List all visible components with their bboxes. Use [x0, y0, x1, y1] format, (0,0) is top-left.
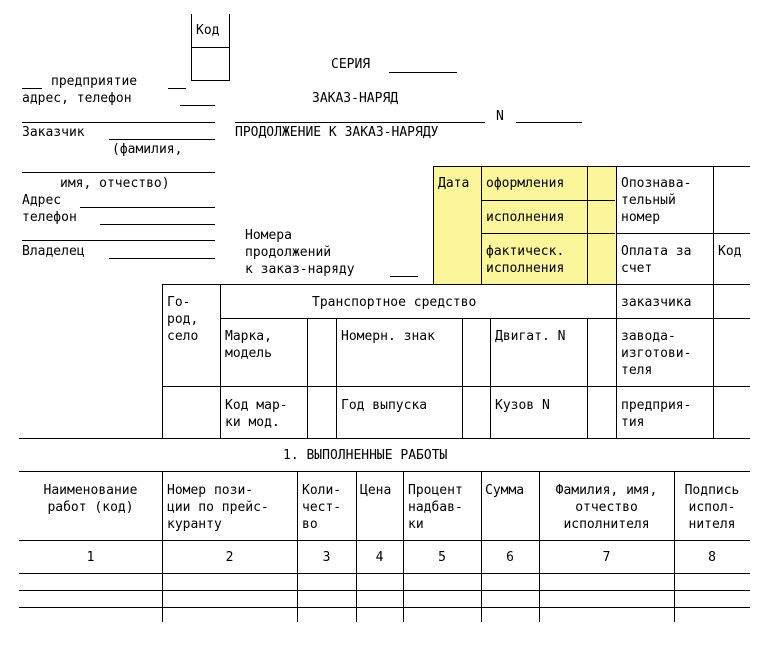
year-label: Год выпуска — [341, 398, 428, 413]
works-num-1: 1 — [86, 550, 95, 565]
plate-label: Номерн. знак — [341, 329, 435, 344]
maker-2: изготови- — [621, 346, 692, 361]
date-actual-2: исполнения — [486, 261, 565, 276]
works-num-5: 5 — [438, 550, 446, 565]
payment-1: Оплата за — [621, 244, 692, 259]
continuation-numbers-2: продолжений — [245, 245, 332, 260]
customer-code: заказчика — [621, 295, 692, 310]
address-extra-line — [22, 240, 215, 241]
date-actual-1: фактическ. — [486, 244, 565, 259]
continuation-numbers-3: к заказ-наряду — [245, 262, 355, 277]
works-col5-3: ки — [408, 517, 424, 532]
city-1: Го- — [167, 295, 191, 310]
order-title: ЗАКАЗ-НАРЯД — [312, 91, 399, 106]
works-num-6: 6 — [506, 550, 514, 565]
works-col5-2: надбав- — [408, 500, 463, 515]
maker-3: теля — [621, 363, 653, 378]
works-top-border — [19, 438, 750, 439]
code-label: Код — [718, 244, 742, 259]
date-label: Дата — [438, 176, 470, 191]
body-label: Кузов N — [495, 398, 550, 413]
works-col8-2: испол- — [688, 500, 736, 515]
customer-label: Заказчик — [22, 125, 85, 140]
works-num-7: 7 — [602, 550, 611, 565]
works-col4: Цена — [360, 483, 392, 498]
code-box-label: Код — [196, 23, 220, 38]
order-number-field[interactable] — [516, 122, 582, 123]
works-col2-2: ции по прейс- — [167, 500, 269, 515]
customer-hint-1: (фамилия, — [112, 142, 183, 157]
continuation-numbers-1: Номера — [245, 228, 292, 243]
works-section-title: 1. ВЫПОЛНЕННЫЕ РАБОТЫ — [283, 448, 448, 463]
city-2: род, — [167, 312, 199, 327]
works-col1-1: Наименование — [43, 483, 138, 498]
works-num-8: 8 — [708, 550, 716, 565]
address-phone-field[interactable] — [180, 105, 215, 106]
maker-1: завода- — [621, 329, 676, 344]
customer-field[interactable] — [109, 139, 215, 140]
date-registration: оформления — [486, 176, 565, 191]
order-line — [235, 122, 485, 123]
brand-code-2: ки мод. — [225, 415, 280, 430]
works-col3-1: Коли- — [302, 483, 342, 498]
ident-number-3: номер — [621, 210, 661, 225]
works-col6: Сумма — [485, 483, 525, 498]
number-label: N — [496, 109, 504, 124]
customer-hint-2: имя, отчество) — [60, 176, 170, 191]
works-num-3: 3 — [322, 550, 331, 565]
works-num-4: 4 — [375, 550, 384, 565]
engine-label: Двигат. N — [495, 329, 566, 344]
works-header-top — [19, 471, 750, 472]
date-execution: исполнения — [486, 210, 565, 225]
continuation-numbers-field[interactable] — [390, 276, 418, 277]
owner-label: Владелец — [22, 244, 85, 259]
works-col7-1: Фамилия, имя, — [555, 483, 658, 498]
phone-field[interactable] — [100, 224, 215, 225]
works-col1-2: работ (код) — [47, 500, 134, 515]
address-field[interactable] — [80, 207, 215, 208]
brand-code-1: Код мар- — [225, 398, 288, 413]
vehicle-title: Транспортное средство — [312, 295, 477, 310]
enterprise-label: предприятие — [51, 74, 138, 89]
ident-number-2: тельный — [621, 193, 676, 208]
enterprise-extra-line — [22, 122, 215, 123]
address-phone-label: адрес, телефон — [22, 91, 132, 106]
works-col8-3: нителя — [688, 517, 736, 532]
owner-field[interactable] — [109, 258, 215, 259]
works-col2-3: куранту — [167, 517, 222, 532]
works-num-2: 2 — [225, 550, 234, 565]
address-label: Адрес — [22, 193, 62, 208]
brand-1: Марка, — [225, 329, 272, 344]
brand-2: модель — [225, 346, 272, 361]
payment-2: счет — [621, 261, 653, 276]
enterprise-field[interactable] — [168, 88, 186, 89]
series-label: СЕРИЯ — [331, 57, 371, 72]
works-col8-1: Подпись — [684, 483, 740, 498]
works-col5-1: Процент — [408, 483, 463, 498]
city-3: село — [167, 329, 199, 344]
works-col2-1: Номер пози- — [167, 483, 254, 498]
enterprise-code-1: предприя- — [621, 398, 692, 413]
ident-number-1: Опознава- — [621, 176, 692, 191]
works-col3-3: во — [302, 517, 318, 532]
series-field[interactable] — [389, 72, 457, 73]
continuation-title: ПРОДОЛЖЕНИЕ К ЗАКАЗ-НАРЯДУ — [235, 125, 439, 140]
enterprise-code-2: тия — [621, 415, 645, 430]
works-col7-2: отчество — [575, 500, 638, 515]
customer-name-field[interactable] — [22, 172, 215, 173]
works-col7-3: исполнителя — [563, 517, 650, 532]
works-col3-2: чест- — [302, 500, 342, 515]
enterprise-prefix-field[interactable] — [22, 88, 42, 89]
phone-label: телефон — [22, 210, 77, 225]
